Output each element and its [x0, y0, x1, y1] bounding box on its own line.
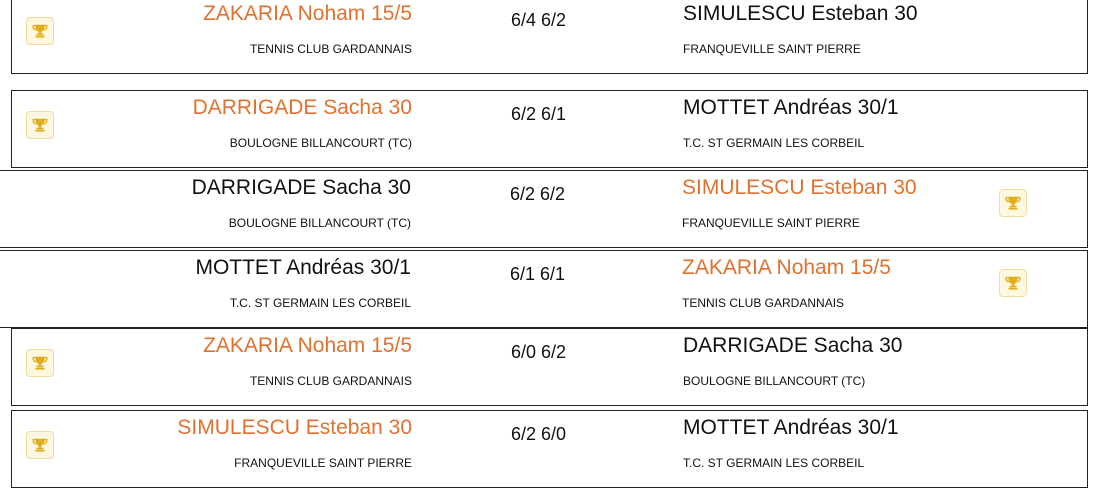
match-score: 6/0 6/2 — [511, 342, 567, 362]
right-player-name[interactable]: DARRIGADE Sacha 30 — [683, 334, 903, 357]
match-score: 6/2 6/2 — [510, 184, 566, 204]
left-player-name[interactable]: ZAKARIA Noham 15/5 — [203, 2, 412, 25]
trophy-icon — [31, 22, 49, 40]
match-score: 6/1 6/1 — [510, 264, 566, 284]
winner-badge — [999, 269, 1027, 297]
left-player-name[interactable]: DARRIGADE Sacha 30 — [192, 96, 412, 119]
right-player-name[interactable]: ZAKARIA Noham 15/5 — [682, 256, 891, 279]
right-player-name[interactable]: MOTTET Andréas 30/1 — [683, 96, 899, 119]
left-player-club: TENNIS CLUB GARDANNAIS — [249, 374, 412, 388]
winner-badge — [26, 17, 54, 45]
match-row — [11, 410, 1088, 488]
trophy-icon — [1004, 274, 1022, 292]
left-player-club: T.C. ST GERMAIN LES CORBEIL — [229, 296, 411, 310]
match-row — [0, 170, 1088, 248]
winner-badge — [26, 111, 54, 139]
winner-badge — [999, 189, 1027, 217]
right-player-club: BOULOGNE BILLANCOURT (TC) — [683, 374, 866, 388]
match-row — [0, 250, 1088, 328]
right-player-club: TENNIS CLUB GARDANNAIS — [682, 296, 845, 310]
left-player-name[interactable]: MOTTET Andréas 30/1 — [195, 256, 411, 279]
right-player-club: FRANQUEVILLE SAINT PIERRE — [683, 42, 861, 56]
left-player-club: TENNIS CLUB GARDANNAIS — [249, 42, 412, 56]
right-player-club: FRANQUEVILLE SAINT PIERRE — [682, 216, 860, 230]
match-score: 6/4 6/2 — [511, 10, 567, 30]
left-player-name[interactable]: ZAKARIA Noham 15/5 — [203, 334, 412, 357]
left-player-club: FRANQUEVILLE SAINT PIERRE — [234, 456, 412, 470]
winner-badge — [26, 431, 54, 459]
match-row — [11, 90, 1088, 168]
left-player-club: BOULOGNE BILLANCOURT (TC) — [229, 136, 412, 150]
match-row — [11, 328, 1088, 406]
match-row — [11, 0, 1088, 74]
left-player-club: BOULOGNE BILLANCOURT (TC) — [228, 216, 411, 230]
right-player-club: T.C. ST GERMAIN LES CORBEIL — [683, 136, 865, 150]
winner-badge — [26, 349, 54, 377]
right-player-name[interactable]: MOTTET Andréas 30/1 — [683, 416, 899, 439]
left-player-name[interactable]: DARRIGADE Sacha 30 — [191, 176, 411, 199]
right-player-name[interactable]: SIMULESCU Esteban 30 — [682, 176, 917, 199]
right-player-club: T.C. ST GERMAIN LES CORBEIL — [683, 456, 865, 470]
left-player-name[interactable]: SIMULESCU Esteban 30 — [177, 416, 412, 439]
trophy-icon — [31, 354, 49, 372]
right-player-name[interactable]: SIMULESCU Esteban 30 — [683, 2, 918, 25]
trophy-icon — [1004, 194, 1022, 212]
match-score: 6/2 6/0 — [511, 424, 567, 444]
match-score: 6/2 6/1 — [511, 104, 567, 124]
trophy-icon — [31, 116, 49, 134]
trophy-icon — [31, 436, 49, 454]
